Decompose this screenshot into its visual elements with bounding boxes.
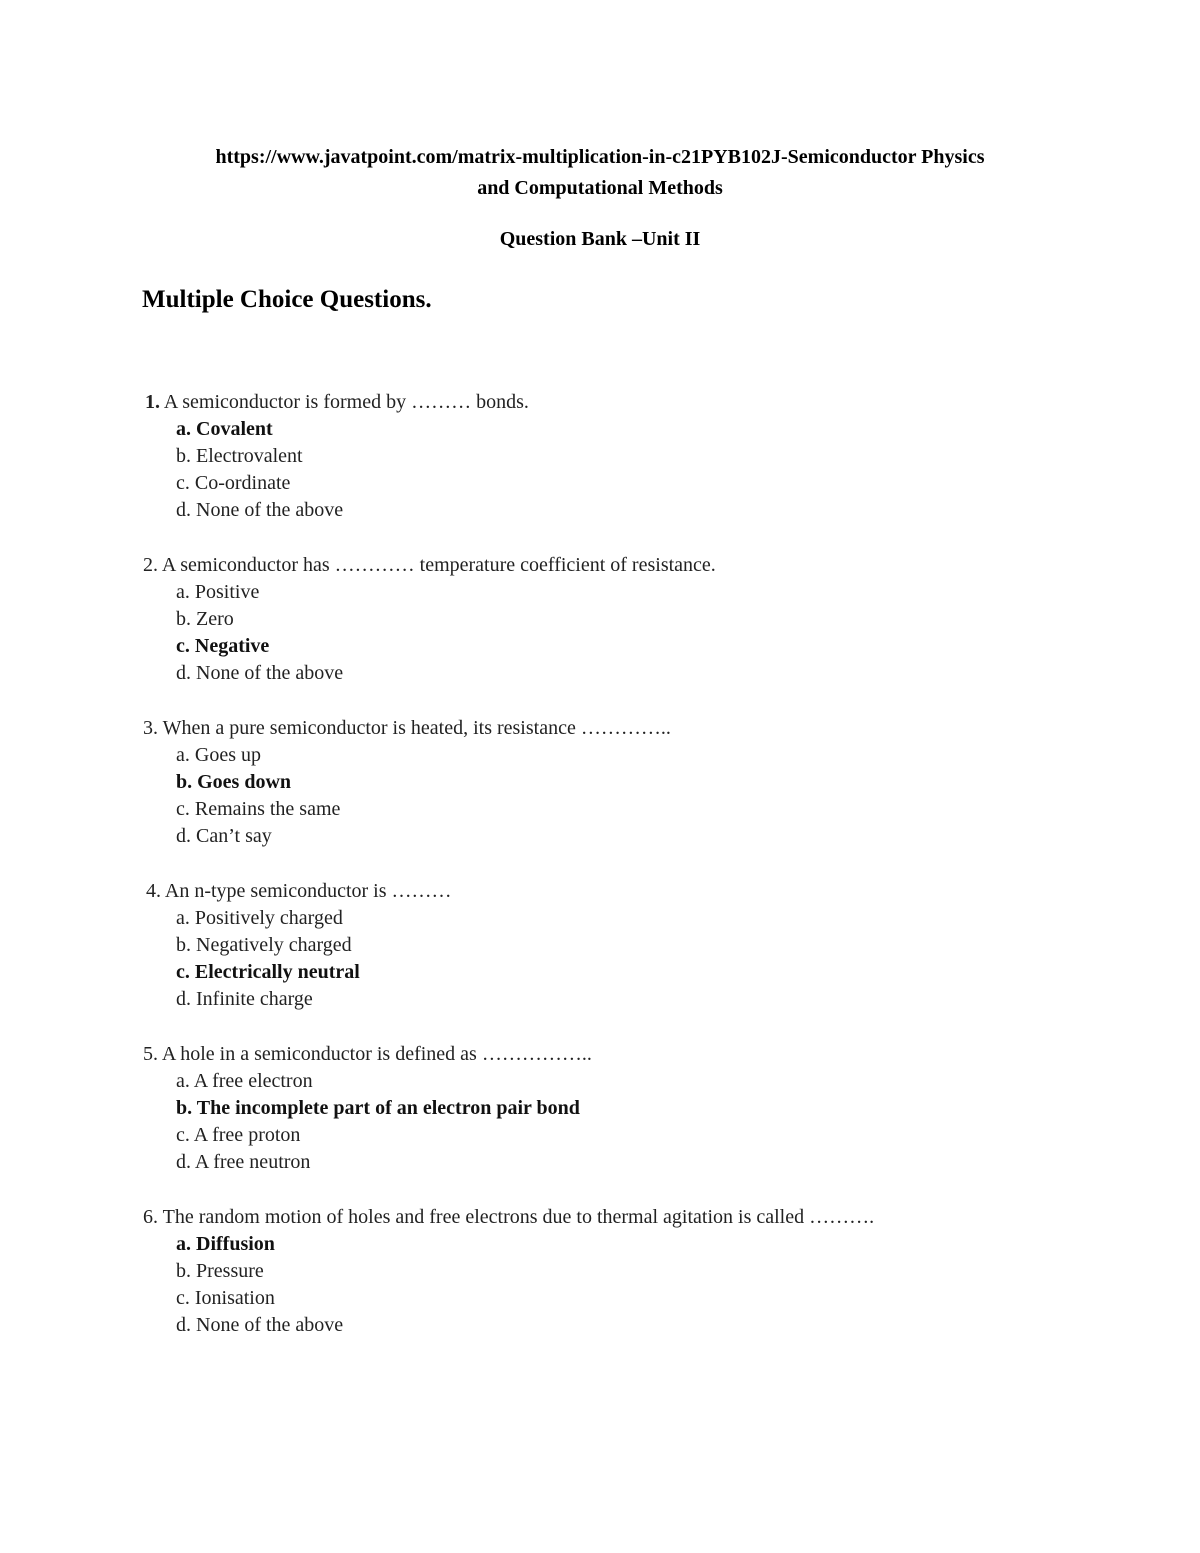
option-d: d. A free neutron [176, 1151, 311, 1173]
question-bank-subtitle: Question Bank –Unit II [499, 228, 701, 250]
option-b: b. Negatively charged [176, 934, 352, 956]
option-d: d. Infinite charge [176, 988, 313, 1010]
option-d: d. None of the above [176, 1314, 344, 1336]
option-c: c. A free proton [176, 1124, 301, 1146]
option-a: a. Goes up [176, 744, 261, 766]
option-b: b. The incomplete part of an electron pair bond [176, 1097, 580, 1119]
question-1 [0, 389, 1200, 524]
option-a: a. A free electron [176, 1070, 313, 1092]
option-d: d. Can’t say [176, 825, 272, 847]
option-c: c. Electrically neutral [176, 961, 360, 983]
question-2 [0, 552, 1200, 687]
option-c: c. Co-ordinate [176, 472, 291, 494]
option-b: b. Electrovalent [176, 445, 303, 467]
question-text: A semiconductor has ………… temperature coefficient of resistance. [158, 554, 716, 576]
question-number: 2. [143, 554, 158, 576]
question-3 [0, 715, 1200, 850]
question-number: 4. [146, 880, 161, 902]
question-list [0, 389, 1200, 1367]
header-line-2: and Computational Methods [477, 177, 723, 199]
question-text: An n-type semiconductor is ……… [161, 880, 452, 902]
option-d: d. None of the above [176, 499, 344, 521]
option-b: b. Zero [176, 608, 234, 630]
question-2-stem [0, 552, 1200, 579]
question-number: 5. [143, 1043, 158, 1065]
question-1-stem [0, 389, 1200, 416]
option-d: d. None of the above [176, 662, 344, 684]
question-4-stem [0, 878, 1200, 905]
question-text: The random motion of holes and free electrons due to thermal agitation is called ………. [158, 1206, 875, 1228]
question-3-stem [0, 715, 1200, 742]
section-title: Multiple Choice Questions. [142, 286, 432, 313]
question-number: 1. [145, 391, 160, 413]
question-text: A semiconductor is formed by ……… bonds. [160, 391, 529, 413]
question-6-stem [0, 1204, 1200, 1231]
question-number: 6. [143, 1206, 158, 1228]
question-6 [0, 1204, 1200, 1339]
option-a: a. Diffusion [176, 1233, 275, 1255]
option-a: a. Positive [176, 581, 260, 603]
option-a: a. Positively charged [176, 907, 343, 929]
option-b: b. Pressure [176, 1260, 264, 1282]
question-text: When a pure semiconductor is heated, its resistance ………….. [158, 717, 671, 739]
header-line-1: https://www.javatpoint.com/matrix-multiplication-in-c21PYB102J-Semiconductor Physics [215, 146, 985, 168]
question-number: 3. [143, 717, 158, 739]
option-c: c. Remains the same [176, 798, 341, 820]
question-text: A hole in a semiconductor is defined as …………….. [158, 1043, 592, 1065]
option-c: c. Negative [176, 635, 270, 657]
option-b: b. Goes down [176, 771, 292, 793]
question-5-stem [0, 1041, 1200, 1068]
question-4 [0, 878, 1200, 1013]
option-a: a. Covalent [176, 418, 273, 440]
option-c: c. Ionisation [176, 1287, 275, 1309]
question-5 [0, 1041, 1200, 1176]
